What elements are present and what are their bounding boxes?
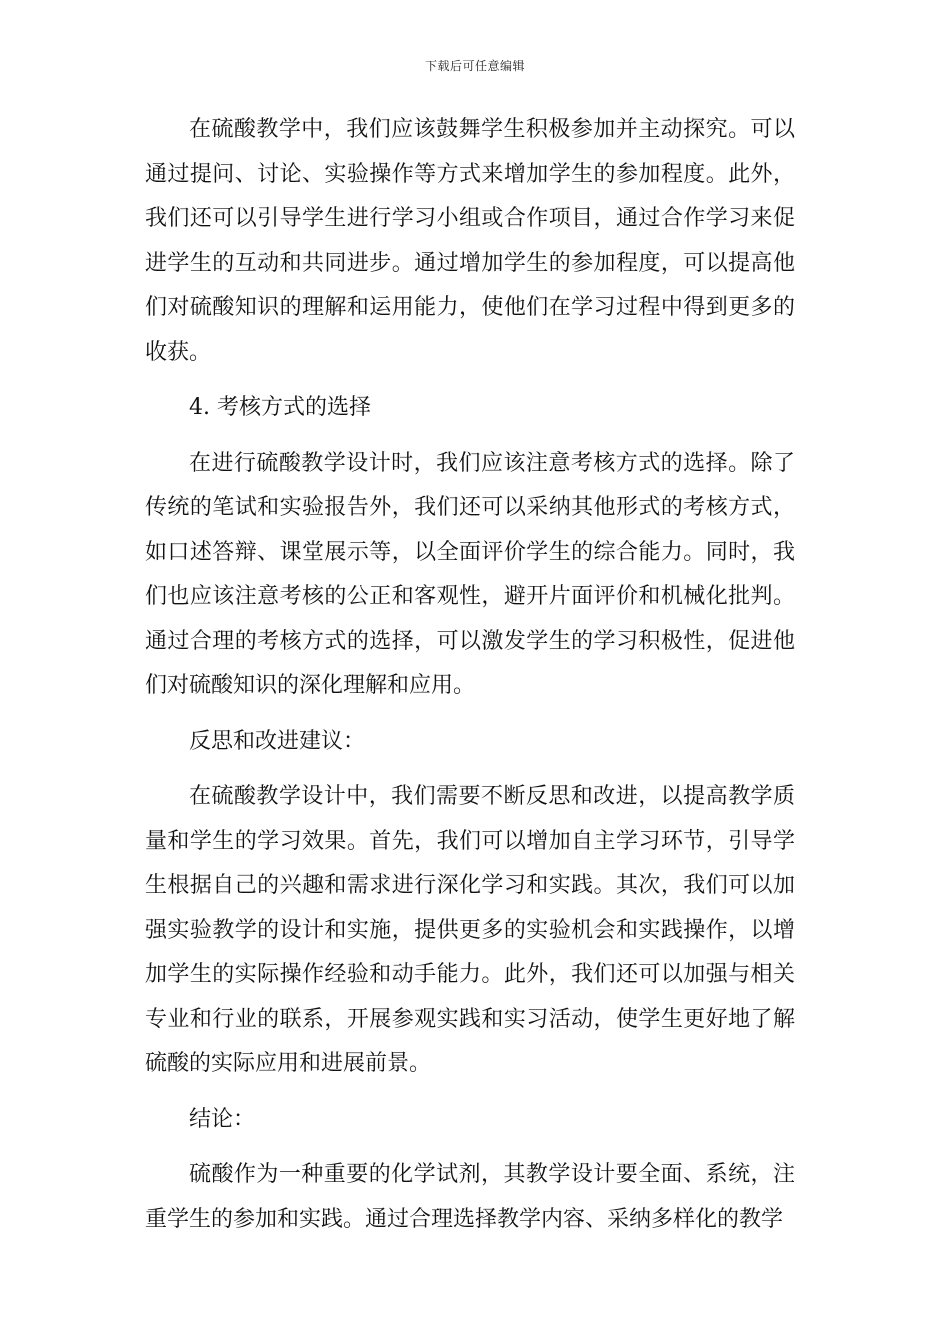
section-heading-reflection: 反思和改进建议： xyxy=(189,728,366,754)
page-header-note: 下载后可任意编辑 xyxy=(424,59,525,73)
document-body xyxy=(145,108,795,1253)
paragraph-conclusion: 硫酸作为一种重要的化学试剂，其教学设计要全面、系统，注重学生的参加和实践。通过合理选择教学内容、采纳多样化的教学 xyxy=(145,1162,795,1232)
paragraph-assessment: 在进行硫酸教学设计时，我们应该注意考核方式的选择。除了传统的笔试和实验报告外，我们还可以采纳其他形式的考核方式，如口述答辩、课堂展示等，以全面评价学生的综合能力。同时，我们也应该注意考核的公正和客观性，避开片面评价和机械化批判。通过合理的考核方式的选择，可以激发学生的学习积极性，促进他们对硫酸知识的深化理解和应用。 xyxy=(145,450,795,698)
section-heading-conclusion: 结论： xyxy=(189,1106,256,1132)
paragraph-reflection: 在硫酸教学设计中，我们需要不断反思和改进，以提高教学质量和学生的学习效果。首先，我们可以增加自主学习环节，引导学生根据自己的兴趣和需求进行深化学习和实践。其次，我们可以加强实验教学的设计和实施，提供更多的实验机会和实践操作，以增加学生的实际操作经验和动手能力。此外，我们还可以加强与相关专业和行业的联系，开展参观实践和实习活动，使学生更好地了解硫酸的实际应用和进展前景。 xyxy=(145,784,795,1076)
section-heading-assessment: 4. 考核方式的选择 xyxy=(189,395,371,420)
paragraph-participation: 在硫酸教学中，我们应该鼓舞学生积极参加并主动探究。可以通过提问、讨论、实验操作等方式来增加学生的参加程度。此外，我们还可以引导学生进行学习小组或合作项目，通过合作学习来促进学生的互动和共同进步。通过增加学生的参加程度，可以提高他们对硫酸知识的理解和运用能力，使他们在学习过程中得到更多的收获。 xyxy=(145,117,795,365)
